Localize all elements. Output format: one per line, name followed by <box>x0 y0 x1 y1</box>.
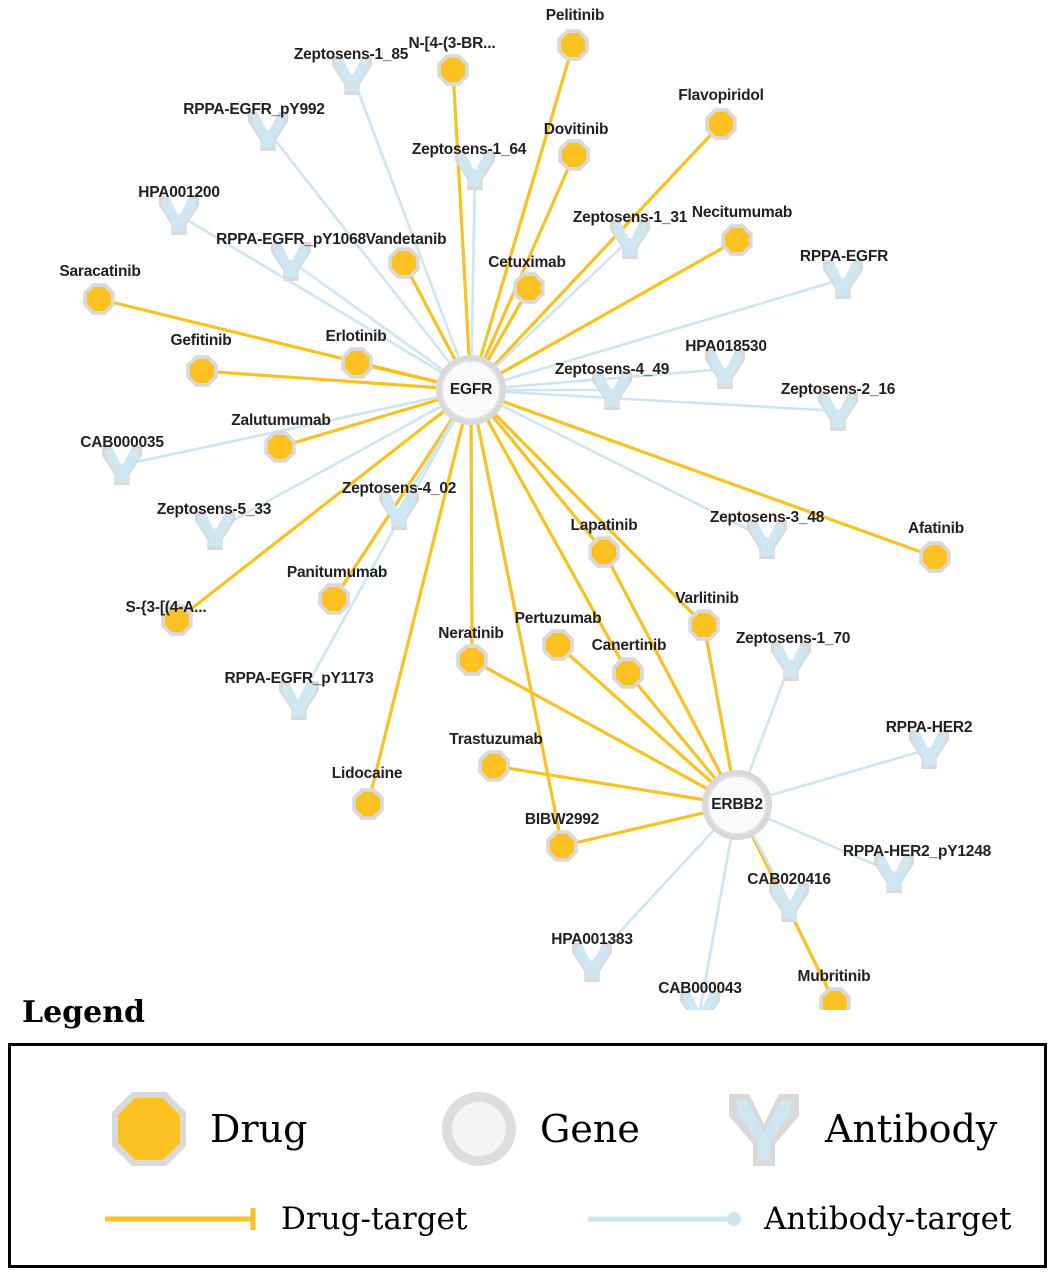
antibody-label-rppa-egfr: RPPA-EGFR <box>799 248 889 265</box>
antibody-label-rppa-her2-py1248: RPPA-HER2_pY1248 <box>842 843 992 860</box>
drug-label-bibw2992: BIBW2992 <box>524 811 600 828</box>
drug-label-cetuximab: Cetuximab <box>488 254 566 271</box>
drug-label-panitumumab: Panitumumab <box>286 564 388 581</box>
drug-shape <box>592 540 616 564</box>
drug-shape <box>322 587 346 611</box>
drug-shape <box>692 613 716 637</box>
drug-shape <box>482 754 506 778</box>
legend-label-antibody: Antibody <box>825 1107 998 1151</box>
drug-icon <box>106 1086 192 1172</box>
drug-node-n-4-3-br[interactable] <box>437 54 468 85</box>
drug-shape <box>392 251 416 275</box>
drug-node-bibw2992[interactable] <box>546 830 577 861</box>
edge-n-4-3-br--egfr <box>453 70 469 356</box>
drug-label-flavopiridol: Flavopiridol <box>678 87 764 104</box>
drug-shape <box>616 661 640 685</box>
antibody-icon <box>721 1086 807 1172</box>
drug-label-erlotinib: Erlotinib <box>325 328 387 345</box>
drug-node-saracatinib[interactable] <box>83 283 114 314</box>
drug-shape <box>268 435 292 459</box>
drug-label-lidocaine: Lidocaine <box>331 765 403 782</box>
gene-label-egfr: EGFR <box>449 381 493 398</box>
drug-node-erlotinib[interactable] <box>341 347 372 378</box>
legend-label-gene: Gene <box>540 1107 640 1151</box>
antibody-label-zeptosens-4-02: Zeptosens-4_02 <box>341 480 457 497</box>
antibody-target-edge-icon <box>586 1204 746 1234</box>
drug-shape <box>345 351 369 375</box>
antibody-label-hpa018530: HPA018530 <box>685 338 767 355</box>
antibody-label-zeptosens-3-48: Zeptosens-3_48 <box>709 509 825 526</box>
drug-label-saracatinib: Saracatinib <box>59 263 141 280</box>
drug-shape <box>923 545 947 569</box>
drug-label-mubritinib: Mubritinib <box>797 968 871 985</box>
drug-label-lapatinib: Lapatinib <box>570 517 638 534</box>
antibody-label-zeptosens-1-70: Zeptosens-1_70 <box>735 630 851 647</box>
drug-shape <box>725 228 749 252</box>
drug-node-vandetanib[interactable] <box>388 247 419 278</box>
gene-icon <box>436 1086 522 1172</box>
antibody-label-rppa-egfr-py1173: RPPA-EGFR_pY1173 <box>224 670 374 687</box>
drug-label-pertuzumab: Pertuzumab <box>514 610 602 627</box>
drug-label-vandetanib: Vandetanib <box>365 231 447 248</box>
legend-item-drug-target <box>103 1201 467 1237</box>
legend-label-drug-target: Drug-target <box>281 1201 468 1237</box>
edge-pelitinib-egfr <box>481 45 573 357</box>
drug-shape <box>356 792 380 816</box>
drug-label-pelitinib: Pelitinib <box>545 7 605 24</box>
drug-label-necitumumab: Necitumumab <box>691 204 793 221</box>
edge-afatinib-egfr <box>503 402 935 557</box>
antibody-label-cab000035: CAB000035 <box>80 434 164 451</box>
antibody-label-zeptosens-2-16: Zeptosens-2_16 <box>780 381 896 398</box>
drug-node-afatinib[interactable] <box>919 541 950 572</box>
drug-label-afatinib: Afatinib <box>907 520 965 537</box>
drug-shape <box>441 58 465 82</box>
drug-shape <box>190 359 214 383</box>
drug-label-zalutumumab: Zalutumumab <box>231 412 331 429</box>
legend-item-antibody-target <box>586 1201 1011 1237</box>
drug-node-panitumumab[interactable] <box>318 583 349 614</box>
gene-label-erbb2: ERBB2 <box>711 796 763 813</box>
drug-node-gefitinib[interactable] <box>186 355 217 386</box>
drug-node-trastuzumab[interactable] <box>478 750 509 781</box>
antibody-label-rppa-egfr-py992: RPPA-EGFR_pY992 <box>183 101 325 118</box>
drug-node-dovitinib[interactable] <box>558 139 589 170</box>
drug-node-zalutumumab[interactable] <box>264 431 295 462</box>
antibody-label-rppa-egfr-py1068: RPPA-EGFR_pY1068 <box>216 231 366 248</box>
drug-shape <box>550 834 574 858</box>
drug-node-flavopiridol[interactable] <box>705 108 736 139</box>
legend-label-antibody-target: Antibody-target <box>764 1201 1012 1237</box>
drug-label-s-3-4-a: S-{3-[(4-A... <box>125 599 207 616</box>
drug-node-neratinib[interactable] <box>456 644 487 675</box>
drug-label-neratinib: Neratinib <box>438 625 504 642</box>
edge-rppa-her2-erbb2 <box>770 749 929 795</box>
drug-node-mubritinib[interactable] <box>819 987 850 1010</box>
drug-node-pelitinib[interactable] <box>557 29 588 60</box>
antibody-label-zeptosens-1-31: Zeptosens-1_31 <box>572 209 688 226</box>
drug-shape <box>460 648 484 672</box>
drug-label-dovitinib: Dovitinib <box>543 121 609 138</box>
antibody-label-zeptosens-4-49: Zeptosens-4_49 <box>554 361 670 378</box>
drug-shape <box>709 112 733 136</box>
antibody-label-rppa-her2: RPPA-HER2 <box>885 719 973 736</box>
drug-shape <box>87 287 111 311</box>
drug-label-varlitinib: Varlitinib <box>675 590 739 607</box>
edge-flavopiridol-egfr <box>494 124 721 365</box>
legend-item-antibody <box>721 1086 997 1172</box>
antibody-label-cab020416: CAB020416 <box>747 871 831 888</box>
drug-node-lapatinib[interactable] <box>588 536 619 567</box>
drug-node-necitumumab[interactable] <box>721 224 752 255</box>
drug-node-lidocaine[interactable] <box>352 788 383 819</box>
legend-title: Legend <box>22 995 146 1030</box>
antibody-label-hpa001200: HPA001200 <box>138 184 220 201</box>
drug-label-trastuzumab: Trastuzumab <box>449 731 543 748</box>
drug-label-gefitinib: Gefitinib <box>170 332 232 349</box>
legend-box <box>8 1043 1047 1268</box>
drug-node-varlitinib[interactable] <box>688 609 719 640</box>
drug-shape <box>517 276 541 300</box>
legend-item-gene <box>436 1086 640 1172</box>
antibody-label-zeptosens-1-85: Zeptosens-1_85 <box>293 46 409 63</box>
drug-node-pertuzumab[interactable] <box>542 629 573 660</box>
antibody-label-cab000043: CAB000043 <box>658 980 742 997</box>
antibody-label-zeptosens-5-33: Zeptosens-5_33 <box>156 501 272 518</box>
drug-label-n-4-3-br: N-[4-(3-BR... <box>408 35 496 52</box>
legend-item-drug <box>106 1086 307 1172</box>
drug-node-cetuximab[interactable] <box>513 272 544 303</box>
antibody-label-zeptosens-1-64: Zeptosens-1_64 <box>411 141 527 158</box>
drug-label-canertinib: Canertinib <box>591 637 667 654</box>
legend-label-drug: Drug <box>210 1107 308 1151</box>
drug-node-canertinib[interactable] <box>612 657 643 688</box>
edge-canertinib-erbb2 <box>628 673 715 779</box>
edge-zeptosens-1-64-egfr <box>472 170 475 356</box>
drug-shape <box>546 633 570 657</box>
drug-shape <box>562 143 586 167</box>
drug-shape <box>561 33 585 57</box>
drug-target-edge-icon <box>103 1204 263 1234</box>
antibody-label-hpa001383: HPA001383 <box>551 931 633 948</box>
